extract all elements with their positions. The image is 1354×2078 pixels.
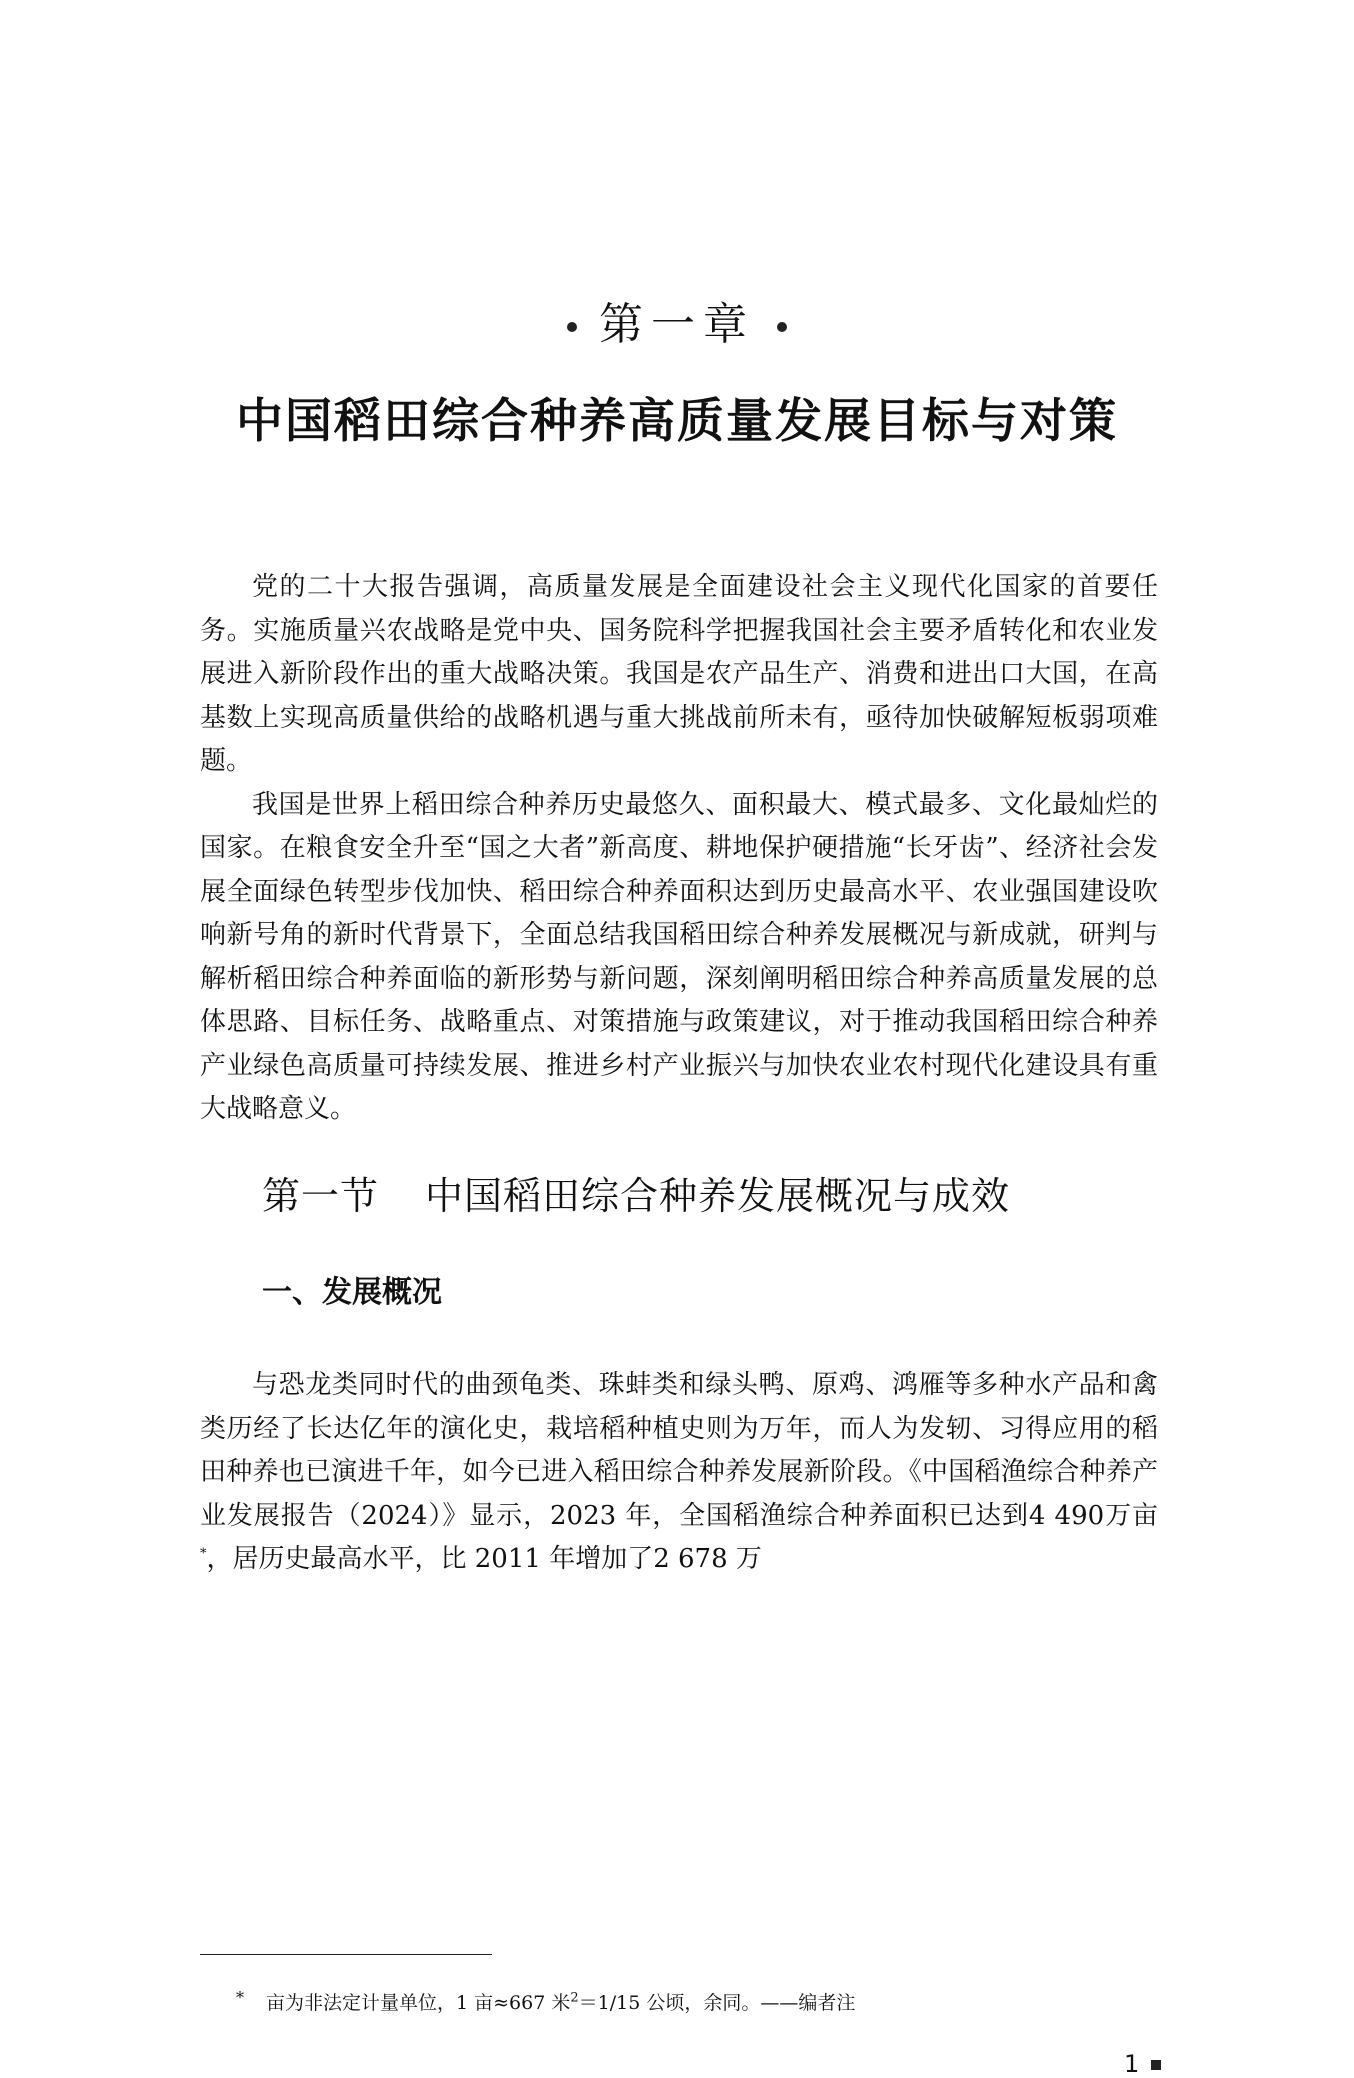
chapter-label: [0, 288, 1354, 352]
footnote-superscript: 2: [570, 1990, 579, 2006]
paragraph: 党的二十大报告强调，高质量发展是全面建设社会主义现代化国家的首要任务。实施质量兴农战略是党中央、国务院科学把握我国社会主要矛盾转化和农业发展进入新阶段作出的重大战略决策。我国是农产品生产、消费和进出口大国，在高基数上实现高质量供给的战略机遇与重大挑战前所未有，亟待加快破解短板弱项难题。: [200, 572, 1158, 776]
footnote-text: ＝1/15 公顷，余同。——编者注: [578, 1992, 856, 2014]
section-number: 第一节: [262, 1174, 380, 1218]
paragraph-text: ，居历史最高水平，比 2011 年增加了2 678 万: [206, 1544, 762, 1574]
page-number-text: 1: [1124, 2050, 1140, 2078]
paragraph-text: 与恐龙类同时代的曲颈龟类、珠蚌类和绿头鸭、原鸡、鸿雁等多种水产品和禽类历经了长达亿年的演化史，栽培稻种植史则为万年，而人为发轫、习得应用的稻田种养也已演进千年，如今已进入稻田综合种养发展新阶段。《中国稻渔综合种养产业发展报告（2024）》显示，2023 年，全国稻渔综合种养面积已达到4 490万亩: [200, 1370, 1158, 1531]
chapter-title: 中国稻田综合种养高质量发展目标与对策: [236, 394, 1118, 449]
intro-text: [200, 566, 1158, 1132]
section-body-text: [200, 1364, 1158, 1582]
section-title: 中国稻田综合种养发展概况与成效: [425, 1174, 1011, 1218]
page-number: [1124, 2050, 1161, 2078]
paragraph: 我国是世界上稻田综合种养历史最悠久、面积最大、模式最多、文化最灿烂的国家。在粮食安全升至“国之大者”新高度、耕地保护硬措施“长牙齿”、经济社会发展全面绿色转型步伐加快、稻田综合种养面积达到历史最高水平、农业强国建设吹响新号角的新时代背景下，全面总结我国稻田综合种养发展概况与新成就，研判与解析稻田综合种养面临的新形势与新问题，深刻阐明稻田综合种养高质量发展的总体思路、目标任务、战略重点、对策措施与政策建议，对于推动我国稻田综合种养产业绿色高质量可持续发展、推进乡村产业振兴与加快农业农村现代化建设具有重大战略意义。: [200, 789, 1158, 1124]
footnote-reference[interactable]: *: [200, 1546, 207, 1562]
paragraph: [200, 1364, 1158, 1582]
bullet-dot-icon: [777, 322, 787, 332]
footnote-divider: [200, 1954, 492, 1955]
section-heading: [262, 1165, 1010, 1220]
square-marker-icon: [1151, 2060, 1161, 2070]
chapter-label-text: 第一章: [599, 299, 755, 350]
footnote: [236, 1988, 855, 2015]
bullet-dot-icon: [567, 322, 577, 332]
footnote-mark: *: [236, 1988, 244, 2007]
subsection-heading: 一、发展概况: [262, 1275, 442, 1310]
footnote-text: 亩为非法定计量单位，1 亩≈667 米: [266, 1992, 571, 2014]
